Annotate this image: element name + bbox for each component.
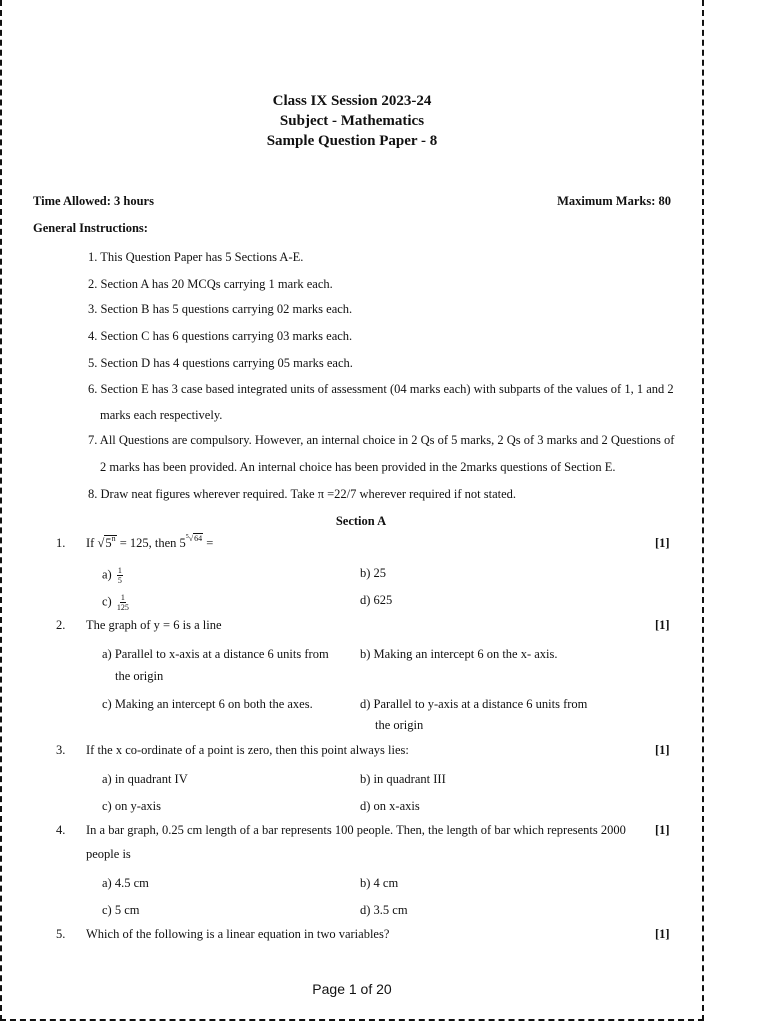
sqrt-symbol: √ bbox=[97, 536, 105, 550]
question-number: 1. bbox=[56, 536, 66, 550]
title-paper: Sample Question Paper - 8 bbox=[266, 133, 438, 149]
instruction-item: 4. Section C has 6 questions carrying 03 marks each. bbox=[88, 329, 353, 343]
question-number: 3. bbox=[56, 743, 66, 757]
option-d: d) 3.5 cm bbox=[360, 903, 408, 917]
section-title: Section A bbox=[335, 514, 387, 528]
sqrt-radicand bbox=[104, 535, 116, 550]
option-b: b) 4 cm bbox=[360, 876, 399, 890]
marks-label: [1] bbox=[655, 743, 670, 757]
option-d: d) 625 bbox=[360, 593, 393, 607]
question-number: 4. bbox=[56, 823, 66, 837]
option-a: a) 4.5 cm bbox=[102, 876, 149, 890]
question-4-text: In a bar graph, 0.25 cm length of a bar represents 100 people. Then, the length of bar which represents 2000 bbox=[86, 823, 626, 837]
option-d: d) on x-axis bbox=[360, 799, 420, 813]
fraction-numerator: 1 bbox=[117, 566, 122, 575]
option-b: b) Making an intercept 6 on the x- axis. bbox=[360, 647, 558, 661]
radicand-base: 5 bbox=[105, 536, 112, 550]
time-allowed: Time Allowed: 3 hours bbox=[33, 194, 154, 208]
question-4-text-cont: people is bbox=[86, 847, 131, 861]
option-c: c) 5 cm bbox=[102, 903, 140, 917]
instructions-heading: General Instructions: bbox=[33, 221, 148, 235]
option-c: c) on y-axis bbox=[102, 799, 162, 813]
marks-label: [1] bbox=[655, 618, 670, 632]
fraction-denominator: 5 bbox=[117, 576, 122, 585]
instruction-item: 1. This Question Paper has 5 Sections A-E. bbox=[88, 250, 304, 264]
option-a: a) in quadrant IV bbox=[102, 772, 188, 786]
root-index: 5 bbox=[185, 534, 189, 540]
option-a: a) Parallel to x-axis at a distance 6 units from bbox=[102, 647, 329, 661]
question-2-text: The graph of y = 6 is a line bbox=[86, 618, 222, 632]
instruction-item-cont: marks each respectively. bbox=[100, 408, 223, 422]
fraction bbox=[117, 566, 123, 585]
option-d: d) Parallel to y-axis at a distance 6 units from bbox=[360, 697, 588, 711]
title-subject: Subject - Mathematics bbox=[279, 113, 425, 129]
question-1-text bbox=[86, 536, 213, 551]
instruction-item: 3. Section B has 5 questions carrying 02 marks each. bbox=[88, 302, 353, 316]
question-number: 2. bbox=[56, 618, 66, 632]
instruction-item: 7. All Questions are compulsory. However, an internal choice in 2 Qs of 5 marks, 2 Qs of 3 marks and 2 Questions of bbox=[88, 433, 675, 447]
option-d-cont: the origin bbox=[375, 718, 424, 732]
question-3-text: If the x co-ordinate of a point is zero, then this point always lies: bbox=[86, 743, 409, 757]
option-b: b) 25 bbox=[360, 566, 387, 580]
option-b: b) in quadrant III bbox=[360, 772, 446, 786]
instruction-item: 8. Draw neat figures wherever required. Take π =22/7 wherever required if not stated. bbox=[88, 487, 517, 501]
question-number: 5. bbox=[56, 927, 66, 941]
option-c: c) Making an intercept 6 on both the axes. bbox=[102, 697, 313, 711]
fraction bbox=[117, 593, 129, 612]
question-1-post: = bbox=[203, 536, 214, 550]
maximum-marks: Maximum Marks: 80 bbox=[557, 194, 671, 208]
marks-label: [1] bbox=[655, 823, 670, 837]
option-c bbox=[102, 593, 129, 612]
instruction-item-cont: 2 marks has been provided. An internal choice has been provided in the 2marks questions of Section E. bbox=[100, 460, 616, 474]
page-number: Page 1 of 20 bbox=[312, 981, 392, 997]
option-a bbox=[102, 566, 123, 585]
fraction-numerator: 1 bbox=[120, 593, 125, 602]
marks-label: [1] bbox=[655, 536, 670, 550]
marks-label: [1] bbox=[655, 927, 670, 941]
question-1-mid: = 125, then 5 bbox=[116, 536, 186, 550]
root-radicand: 64 bbox=[194, 534, 203, 543]
instruction-item: 5. Section D has 4 questions carrying 05 marks each. bbox=[88, 356, 353, 370]
power-root: 5√64 bbox=[185, 534, 203, 543]
option-prefix: c) bbox=[102, 594, 112, 609]
question-5-text: Which of the following is a linear equation in two variables? bbox=[86, 927, 390, 941]
fraction-denominator: 125 bbox=[116, 603, 129, 612]
instruction-item: 6. Section E has 3 case based integrated units of assessment (04 marks each) with subparts of the values of 1, 1 and 2 bbox=[88, 382, 674, 396]
question-1-pre: If bbox=[86, 536, 98, 550]
title-class: Class IX Session 2023-24 bbox=[272, 93, 432, 109]
option-prefix: a) bbox=[102, 567, 112, 582]
instruction-item: 2. Section A has 20 MCQs carrying 1 mark each. bbox=[88, 277, 333, 291]
option-a-cont: the origin bbox=[115, 669, 164, 683]
radicand-exponent: n bbox=[111, 534, 116, 543]
